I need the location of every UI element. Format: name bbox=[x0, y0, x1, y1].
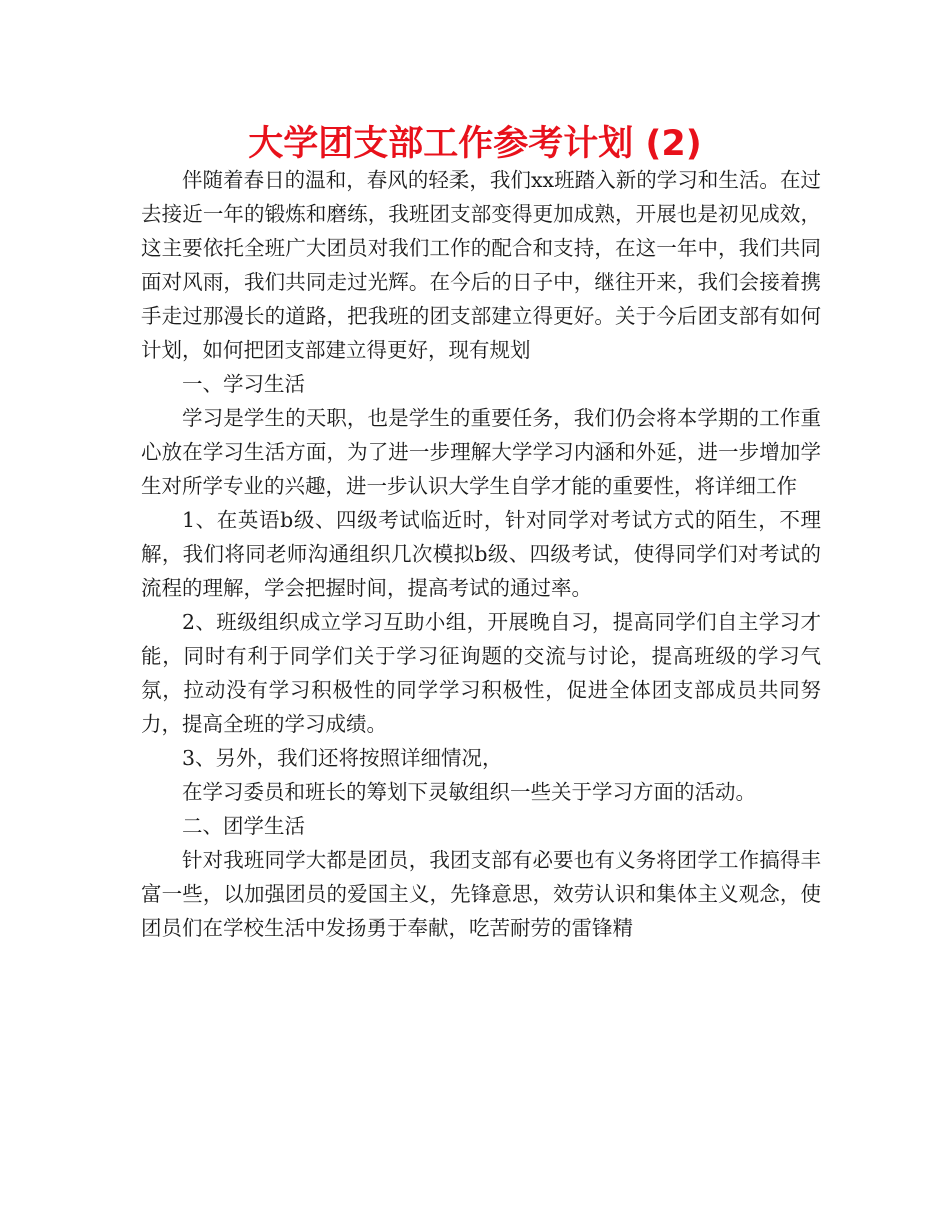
section-heading-study-life: 一、学习生活 bbox=[182, 372, 305, 396]
document-title: 大学团支部工作参考计划 (2) bbox=[248, 124, 702, 164]
paragraph-study-item-2: 2、班级组织成立学习互助小组，开展晚自习，提高同学们自主学习才能，同时有利于同学们关于学习征询题的交流与讨论，提高班级的学习气氛，拉动没有学习积极性的同学学习积极性，促进全体团支部成员共同努力，提高全班的学习成绩。 bbox=[141, 610, 821, 736]
paragraph-league-overview: 针对我班同学大都是团员，我团支部有必要也有义务将团学工作搞得丰富一些，以加强团员的爱国主义，先锋意思，效劳认识和集体主义观念，使团员们在学校生活中发扬勇于奉献，吃苦耐劳的雷锋精 bbox=[141, 848, 821, 940]
section-heading-league-life: 二、团学生活 bbox=[182, 814, 305, 838]
paragraph-study-overview: 学习是学生的天职，也是学生的重要任务，我们仍会将本学期的工作重心放在学习生活方面，为了进一步理解大学学习内涵和外延，进一步增加学生对所学专业的兴趣，进一步认识大学生自学才能的重要性，将详细工作 bbox=[141, 406, 821, 498]
paragraph-study-activities: 在学习委员和班长的筹划下灵敏组织一些关于学习方面的活动。 bbox=[182, 780, 756, 804]
paragraph-intro: 伴随着春日的温和，春风的轻柔，我们xx班踏入新的学习和生活。在过去接近一年的锻炼和磨练，我班团支部变得更加成熟，开展也是初见成效，这主要依托全班广大团员对我们工作的配合和支持，在这一年中，我们共同面对风雨，我们共同走过光辉。在今后的日子中，继往开来，我们会接着携手走过那漫长的道路，把我班的团支部建立得更好。关于今后团支部有如何计划，如何把团支部建立得更好，现有规划 bbox=[141, 168, 821, 362]
paragraph-study-item-3: 3、另外，我们还将按照详细情况， bbox=[182, 746, 503, 770]
paragraph-study-item-1: 1、在英语b级、四级考试临近时，针对同学对考试方式的陌生，不理解，我们将同老师沟通组织几次模拟b级、四级考试，使得同学们对考试的流程的理解，学会把握时间，提高考试的通过率。 bbox=[141, 508, 821, 600]
document-body bbox=[141, 163, 821, 945]
